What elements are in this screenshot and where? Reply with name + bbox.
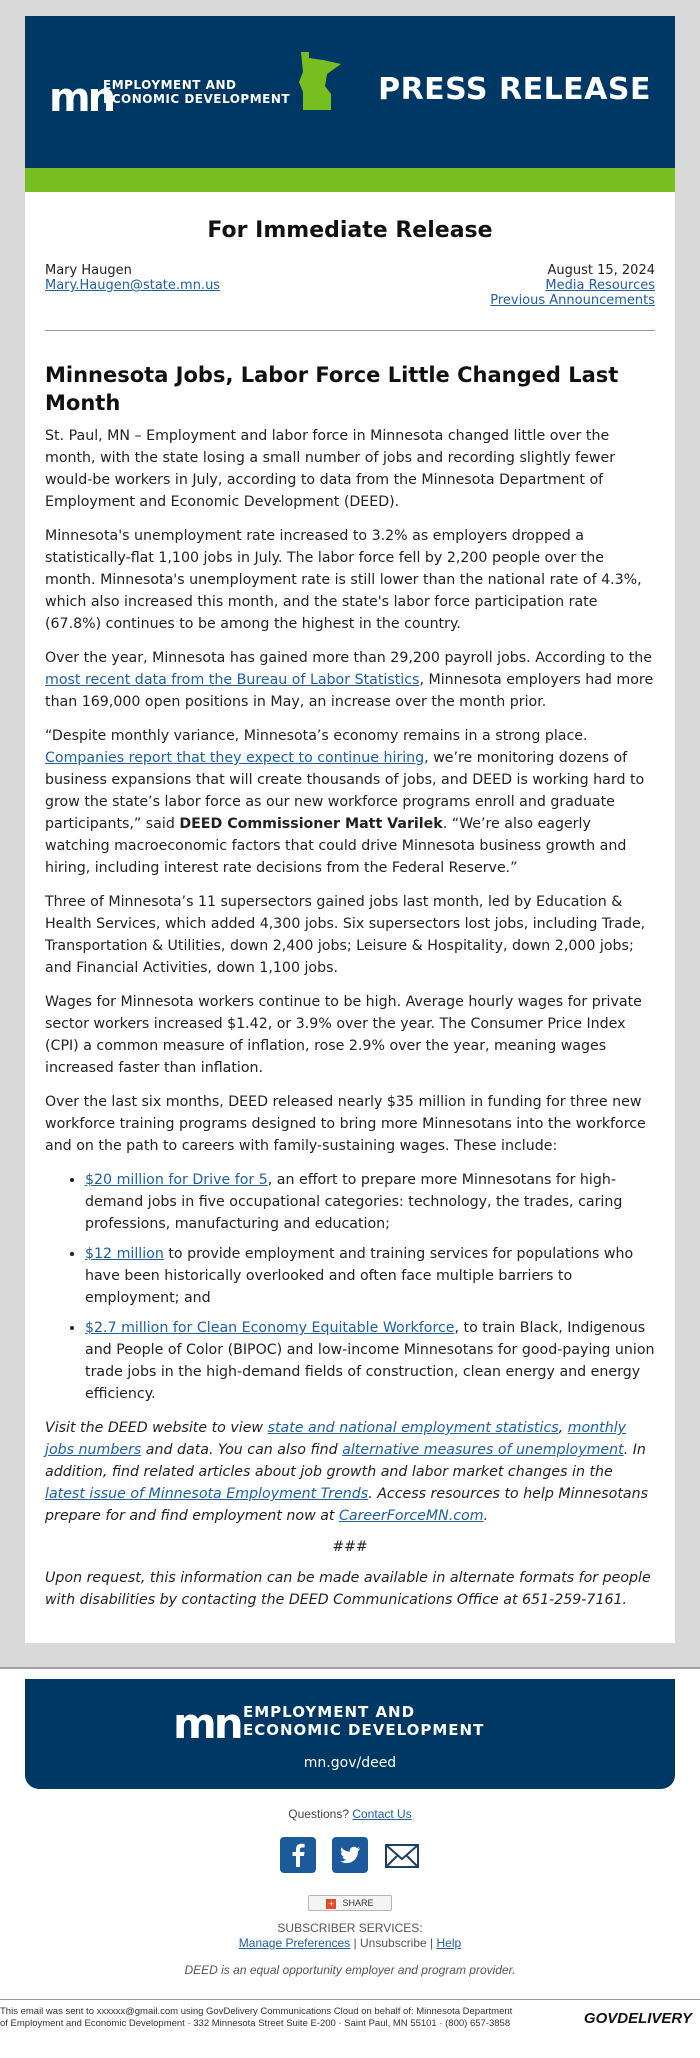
monthly-jobs-link[interactable]: monthly jobs numbers: [45, 1420, 627, 1458]
list-item: • $20 million for Drive for 5, an effort to prepare more Minnesotans for high-demand jobs in five occupational categories: technology, the trades, caring professions, manufacturing and education;: [85, 1169, 655, 1235]
commissioner-name: DEED Commissioner Matt Varilek: [179, 816, 443, 832]
questions-line: Questions? Contact Us: [288, 1807, 412, 1821]
article-content: [25, 192, 675, 1643]
paragraph-5: Three of Minnesota’s 11 supersectors gained jobs last month, led by Education & Health Services, which added 4,300 jobs. Six supersectors lost jobs, including Trade, Transportation & Utilities, down 2,400 jobs; Leisure & Hospitality, down 2,000 jobs; and Financial Activities, down 1,100 jobs.: [45, 894, 646, 976]
footer: [0, 1669, 700, 2040]
employment-statistics-link[interactable]: state and national employment statistics: [267, 1420, 559, 1436]
email-share-icon[interactable]: [384, 1837, 420, 1873]
subscriber-services: SUBSCRIBER SERVICES: Manage Preferences | Unsubscribe | Help: [238, 1921, 462, 1950]
headline: Minnesota Jobs, Labor Force Little Changed Last Month: [45, 363, 619, 415]
bls-data-link[interactable]: most recent data from the Bureau of Labor Statistics: [45, 672, 420, 688]
green-accent-bar: [25, 168, 675, 192]
footer-url[interactable]: mn.gov/deed: [303, 1755, 397, 1771]
contact-email-link[interactable]: Mary.Haugen@state.mn.us: [45, 278, 221, 293]
press-release-card: [25, 16, 675, 1643]
resources-paragraph: Visit the DEED website to view state and national employment statistics, monthly jobs numbers and data. You can also find alternative measures of unemployment. In addition, find related articles about job growth and labor market changes in the latest issue of Minnesota Employment Trends. Access resources to help Minnesotans prepare for and find employment now at CareerForceMN.com.: [45, 1420, 648, 1524]
contact-name: Mary Haugen: [45, 263, 132, 278]
press-release-title: PRESS RELEASE: [378, 72, 651, 107]
manage-preferences-link[interactable]: Manage Preferences: [238, 1936, 351, 1950]
footer-logo-text: EMPLOYMENT AND ECONOMIC DEVELOPMENT: [243, 1703, 485, 1739]
for-immediate-release: For Immediate Release: [207, 218, 493, 243]
careerforce-link[interactable]: CareerForceMN.com: [338, 1508, 484, 1524]
footer-logo-mark: mn: [173, 1699, 241, 1748]
list-item: • $2.7 million for Clean Economy Equitable Workforce, to train Black, Indigenous and People of Color (BIPOC) and low-income Minnesotans for good-paying union trade jobs in the high-demand fields of construction, clean energy and energy efficiency.: [85, 1317, 655, 1405]
hiring-report-link[interactable]: Companies report that they expect to continue hiring: [45, 750, 425, 766]
social-icons: [0, 1837, 700, 1873]
sent-notice-row: [0, 2000, 700, 2040]
deed-logo-text: EMPLOYMENT AND ECONOMIC DEVELOPMENT: [103, 78, 291, 106]
release-meta: [45, 263, 655, 308]
twelve-million-link[interactable]: $12 million: [85, 1246, 164, 1262]
drive-for-5-link[interactable]: $20 million for Drive for 5: [85, 1172, 268, 1188]
paragraph-4: “Despite monthly variance, Minnesota’s economy remains in a strong place. Companies report that they expect to continue hiring, we’re monitoring dozens of business expansions that will create thousands of jobs, and DEED is working hard to grow the state’s labor force as our new workforce programs enroll and graduate participants,” said DEED Commissioner Matt Varilek. “We’re also eagerly watching macroeconomic factors that could drive Minnesota business growth and hiring, including interest rate decisions from the Federal Reserve.”: [45, 728, 645, 876]
help-link[interactable]: Help: [436, 1936, 462, 1950]
header-banner: [25, 16, 675, 168]
paragraph-1: St. Paul, MN – Employment and labor force in Minnesota changed little over the month, with the state losing a small number of jobs and recording slightly fewer would-be workers in July, according to data from the Minnesota Department of Employment and Economic Development (DEED).: [45, 428, 616, 510]
release-date: August 15, 2024: [547, 263, 655, 278]
paragraph-7: Over the last six months, DEED released nearly $35 million in funding for three new workforce training programs designed to bring more Minnesotans into the workforce and on the path to careers with family-sustaining wages. These include:: [45, 1094, 646, 1154]
clean-economy-link[interactable]: $2.7 million for Clean Economy Equitable Workforce: [85, 1320, 455, 1336]
accessibility-note: Upon request, this information can be made available in alternate formats for people with disabilities by contacting the DEED Communications Office at 651-259-7161.: [45, 1570, 651, 1608]
list-item: • $12 million to provide employment and training services for populations who have been historically overlooked and often face multiple barriers to employment; and: [85, 1243, 655, 1309]
divider: [45, 330, 655, 331]
end-marker: ###: [332, 1539, 368, 1555]
govdelivery-logo[interactable]: GOVDELIVERY: [583, 2010, 692, 2027]
twitter-icon[interactable]: [332, 1837, 368, 1873]
plus-icon: +: [326, 1899, 336, 1909]
media-resources-link[interactable]: Media Resources: [545, 278, 655, 293]
unsubscribe-link[interactable]: Unsubscribe: [360, 1936, 427, 1950]
facebook-icon[interactable]: [280, 1837, 316, 1873]
minnesota-state-icon: [297, 52, 345, 110]
employment-trends-link[interactable]: latest issue of Minnesota Employment Trends: [45, 1486, 369, 1502]
equal-opportunity-note: DEED is an equal opportunity employer and program provider.: [184, 1963, 516, 1977]
sent-notice: This email was sent to xxxxxx@gmail.com using GovDelivery Communications Cloud on behalf of: Minnesota Department of Employment and Economic Development · 332 Minnesota Street Suite E-200 · Saint Paul, MN 55101 · (800) 657-3858: [0, 2006, 513, 2029]
deed-logo-mark: mn: [49, 75, 114, 121]
paragraph-3: Over the year, Minnesota has gained more than 29,200 payroll jobs. According to the most recent data from the Bureau of Labor Statistics, Minnesota employers had more than 169,000 open positions in May, an increase over the month prior.: [45, 650, 654, 710]
previous-announcements-link[interactable]: Previous Announcements: [490, 293, 655, 308]
program-list: [45, 1169, 655, 1405]
alternative-measures-link[interactable]: alternative measures of unemployment: [342, 1442, 624, 1458]
paragraph-2: Minnesota's unemployment rate increased to 3.2% as employers dropped a statistically-flat 1,100 jobs in July. The labor force fell by 2,200 people over the month. Minnesota's unemployment rate is still lower than the national rate of 4.3%, which also increased this month, and the state's labor force participation rate (67.8%) continues to be among the highest in the country.: [45, 528, 642, 632]
contact-us-link[interactable]: Contact Us: [352, 1807, 412, 1821]
footer-banner: [25, 1679, 675, 1789]
contact-block: [45, 263, 220, 308]
date-block: [490, 263, 655, 308]
paragraph-6: Wages for Minnesota workers continue to be high. Average hourly wages for private sector workers increased $1.42, or 3.9% over the year. The Consumer Price Index (CPI) a common measure of inflation, rose 2.9% over the year, meaning wages increased faster than inflation.: [45, 994, 642, 1076]
share-button[interactable]: + SHARE: [308, 1895, 392, 1911]
